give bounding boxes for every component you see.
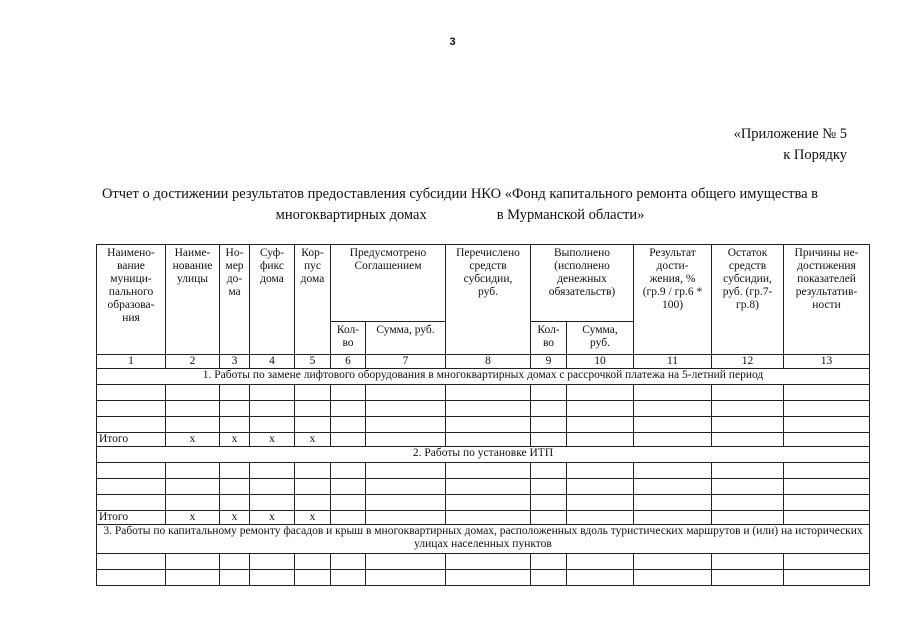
col-num: 3: [220, 355, 250, 369]
total-row-1: [97, 433, 870, 447]
section-2-row: [97, 447, 870, 463]
header-fulfilled-sum: Сумма, руб.: [567, 322, 634, 355]
header-building: Кор- пус дома: [295, 245, 331, 355]
col-num: 5: [295, 355, 331, 369]
table-row: [97, 479, 870, 495]
header-remainder: Остаток средств субсидии, руб. (гр.7- гр.8): [712, 245, 784, 355]
col-num: 13: [784, 355, 870, 369]
header-street: Наиме- нование улицы: [166, 245, 220, 355]
appendix-line-1: «Приложение № 5: [733, 126, 847, 142]
section-3-row: [97, 525, 870, 554]
table-row: [97, 385, 870, 401]
table-row: [97, 401, 870, 417]
x-mark: x: [250, 511, 295, 525]
col-num: 2: [166, 355, 220, 369]
section-3-title: 3. Работы по капитальному ремонту фасадов и крыш в многоквартирных домах, расположенных вдоль туристических маршрутов и (или) на исторических улицах населенных пунктов: [97, 525, 870, 554]
section-2-title: 2. Работы по установке ИТП: [97, 447, 870, 463]
header-municipality: Наимено- вание муници- пального образова- ния: [97, 245, 166, 355]
title-line-2a: многоквартирных домах: [275, 207, 427, 223]
title-line-2: [60, 205, 860, 226]
col-num: 6: [331, 355, 366, 369]
header-row-1: [97, 245, 870, 322]
total-label: Итого: [97, 433, 166, 447]
table-row: [97, 570, 870, 586]
appendix-caption: [734, 124, 847, 166]
table-row: [97, 463, 870, 479]
col-num: 1: [97, 355, 166, 369]
title-line-1: Отчет о достижении результатов предоставления субсидии НКО «Фонд капитального ремонта общего имущества в: [101, 186, 819, 202]
header-reasons: Причины не- достижения показателей результатив- ности: [784, 245, 870, 355]
header-suffix: Суф- фикс дома: [250, 245, 295, 355]
appendix-line-2: к Порядку: [783, 147, 847, 163]
x-mark: x: [166, 511, 220, 525]
header-planned-sum: Сумма, руб.: [366, 322, 446, 355]
header-house-number: Но- мер до- ма: [220, 245, 250, 355]
table-row: [97, 554, 870, 570]
col-num: 7: [366, 355, 446, 369]
x-mark: x: [295, 433, 331, 447]
column-numbers-row: [97, 355, 870, 369]
x-mark: x: [250, 433, 295, 447]
col-num: 4: [250, 355, 295, 369]
header-fulfilled: Выполнено (исполнено денежных обязательств): [531, 245, 634, 322]
header-fulfilled-count: Кол- во: [531, 322, 567, 355]
col-num: 12: [712, 355, 784, 369]
x-mark: x: [295, 511, 331, 525]
x-mark: x: [166, 433, 220, 447]
title-line-2b: в Мурманской области»: [496, 207, 645, 223]
report-title: [60, 184, 860, 226]
total-row-2: [97, 511, 870, 525]
x-mark: x: [220, 511, 250, 525]
header-planned: Предусмотрено Соглашением: [331, 245, 446, 322]
section-1-title: 1. Работы по замене лифтового оборудования в многоквартирных домах с рассрочкой платежа на 5-летний период: [97, 369, 870, 385]
col-num: 8: [446, 355, 531, 369]
report-table: [96, 244, 870, 586]
table-row: [97, 417, 870, 433]
col-num: 11: [634, 355, 712, 369]
table-row: [97, 495, 870, 511]
col-num: 9: [531, 355, 567, 369]
page-number: 3: [449, 36, 456, 48]
total-label: Итого: [97, 511, 166, 525]
col-num: 10: [567, 355, 634, 369]
header-planned-count: Кол- во: [331, 322, 366, 355]
x-mark: x: [220, 433, 250, 447]
section-1-row: [97, 369, 870, 385]
header-result-percent: Результат дости- жения, % (гр.9 / гр.6 * 100): [634, 245, 712, 355]
header-transferred: Перечислено средств субсидии, руб.: [446, 245, 531, 355]
